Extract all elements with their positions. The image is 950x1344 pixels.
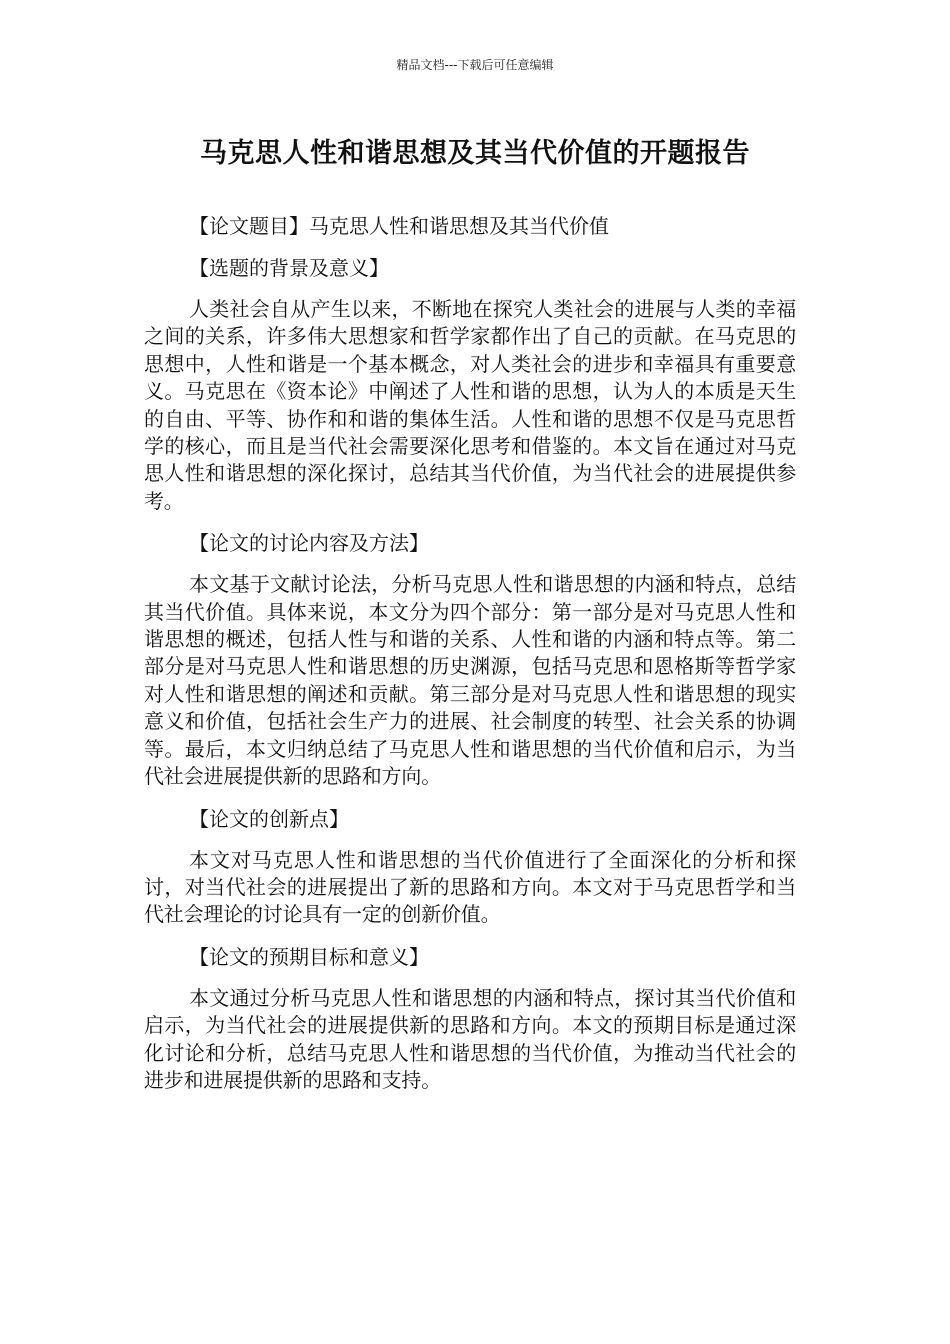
section-body-content-method: 本文基于文献讨论法，分析马克思人性和谐思想的内涵和特点，总结其当代价值。具体来说，本文分为四个部分：第一部分是对马克思人性和谐思想的概述，包括人性与和谐的关系、人性和谐的内涵和特点等。第二部分是对马克思人性和谐思想的历史渊源，包括马克思和恩格斯等哲学家对人性和谐思想的阐述和贡献。第三部分是对马克思人性和谐思想的现实意义和价值，包括社会生产力的进展、社会制度的转型、社会关系的协调等。最后，本文归纳总结了马克思人性和谐思想的当代价值和启示，为当代社会进展提供新的思路和方向。 <box>144 572 796 789</box>
section-heading-background: 【选题的背景及意义】 <box>189 256 389 280</box>
section-heading-innovation: 【论文的创新点】 <box>189 806 349 831</box>
topic-value: 马克思人性和谐思想及其当代价值 <box>309 214 609 238</box>
section-body-goals: 本文通过分析马克思人性和谐思想的内涵和特点，探讨其当代价值和启示，为当代社会的进展提供新的思路和方向。本文的预期目标是通过深化讨论和分析，总结马克思人性和谐思想的当代价值，为推动当代社会的进步和进展提供新的思路和支持。 <box>144 985 796 1092</box>
section-body-innovation: 本文对马克思人性和谐思想的当代价值进行了全面深化的分析和探讨，对当代社会的进展提出了新的思路和方向。本文对于马克思哲学和当代社会理论的讨论具有一定的创新价值。 <box>144 847 796 927</box>
document-title: 马克思人性和谐思想及其当代价值的开题报告 <box>200 138 750 169</box>
topic-line <box>144 212 796 240</box>
topic-label: 【论文题目】 <box>189 214 309 238</box>
header-note: 精品文档---下载后可任意编辑 <box>396 58 554 72</box>
document-body <box>144 212 796 1108</box>
section-body-background: 人类社会自从产生以来，不断地在探究人类社会的进展与人类的幸福之间的关系，许多伟大思想家和哲学家都作出了自己的贡献。在马克思的思想中，人性和谐是一个基本概念，对人类社会的进步和幸福具有重要意义。马克思在《资本论》中阐述了人性和谐的思想，认为人的本质是天生的自由、平等、协作和和谐的集体生活。人性和谐的思想不仅是马克思哲学的核心，而且是当代社会需要深化思考和借鉴的。本文旨在通过对马克思人性和谐思想的深化探讨，总结其当代价值，为当代社会的进展提供参考。 <box>144 297 796 513</box>
section-heading-content-method: 【论文的讨论内容及方法】 <box>189 531 429 556</box>
section-heading-goals: 【论文的预期目标和意义】 <box>189 944 429 969</box>
